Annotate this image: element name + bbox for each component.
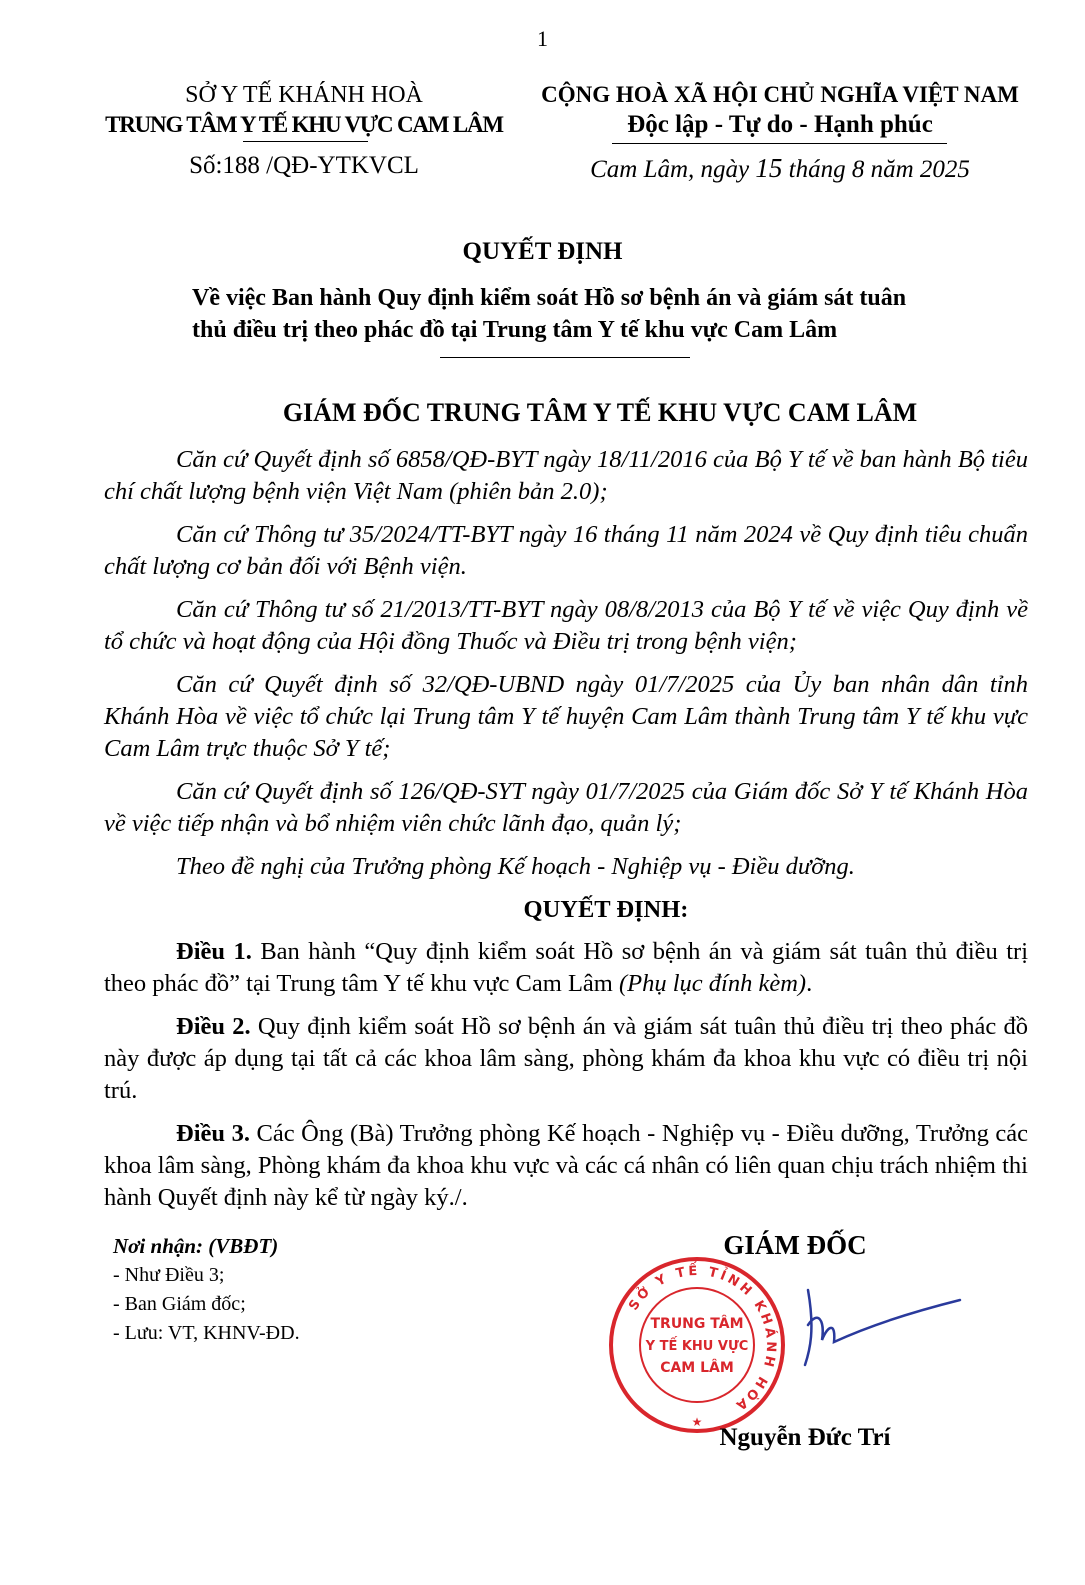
national-title: CỘNG HOÀ XÃ HỘI CHỦ NGHĨA VIỆT NAM: [541, 82, 1019, 107]
ground-2: Căn cứ Thông tư 35/2024/TT-BYT ngày 16 tháng 11 năm 2024 về Quy định tiêu chuẩn chất lượng cơ bản đối với Bệnh viện.: [104, 521, 1028, 580]
date-suffix: tháng 8 năm 2025: [782, 156, 970, 183]
document-body: [104, 444, 1028, 1225]
subject-rule: [440, 357, 690, 358]
date-day: 15: [755, 153, 783, 183]
date-prefix: Cam Lâm, ngày: [590, 156, 756, 183]
seal-ring-text: SỞ Y TẾ TỈNH KHÁNH HÒA: [626, 1263, 779, 1415]
article-1-label: Điều 1.: [176, 938, 252, 965]
ground-4: Căn cứ Quyết định số 32/QĐ-UBND ngày 01/7/2025 của Ủy ban nhân dân tỉnh Khánh Hòa về việc tổ chức lại Trung tâm Y tế huyện Cam Lâm thành Trung tâm Y tế khu vực Cam Lâm trực thuộc Sở Y tế;: [104, 671, 1028, 762]
motto-underline: [612, 143, 947, 144]
article-2-label: Điều 2.: [176, 1013, 251, 1040]
seal-line-1: TRUNG TÂM: [650, 1316, 744, 1332]
place-date: [520, 153, 1040, 184]
article-2-text: Quy định kiểm soát Hồ sơ bệnh án và giám sát tuân thủ điều trị theo phác đồ này được áp dụng tại tất cả các khoa lâm sàng, phòng khám đa khoa khu vực có điều trị nội trú.: [104, 1013, 1029, 1104]
decides-heading: QUYẾT ĐỊNH:: [523, 896, 689, 923]
recipient-item: - Ban Giám đốc;: [113, 1293, 246, 1315]
article-3: [104, 1118, 1028, 1214]
handwritten-signature: [770, 1270, 970, 1390]
agency-name: TRUNG TÂM Y TẾ KHU VỰC CAM LÂM: [105, 112, 503, 137]
ground-6: Theo đề nghị của Trưởng phòng Kế hoạch - Nghiệp vụ - Điều dưỡng.: [176, 853, 855, 880]
subject-line-1: Về việc Ban hành Quy định kiểm soát Hồ sơ bệnh án và giám sát tuân: [192, 285, 907, 311]
recipient-item: - Như Điều 3;: [113, 1264, 225, 1286]
recipient-item: - Lưu: VT, KHNV-ĐD.: [113, 1322, 300, 1344]
ground-5: Căn cứ Quyết định số 126/QĐ-SYT ngày 01/7/2025 của Giám đốc Sở Y tế Khánh Hòa về việc tiếp nhận và bổ nhiệm viên chức lãnh đạo, quản lý;: [104, 778, 1028, 837]
subject-line-2: thủ điều trị theo phác đồ tại Trung tâm Y tế khu vực Cam Lâm: [192, 317, 838, 343]
svg-text:★: ★: [691, 1415, 703, 1429]
ground-1: Căn cứ Quyết định số 6858/QĐ-BYT ngày 18/11/2016 của Bộ Y tế về ban hành Bộ tiêu chí chất lượng bệnh viện Việt Nam (phiên bản 2.0);: [104, 446, 1028, 505]
signer-name: Nguyễn Đức Trí: [719, 1424, 891, 1451]
seal-line-2: Y TẾ KHU VỰC: [645, 1339, 749, 1354]
recipients-block: [113, 1232, 300, 1348]
page-number: 1: [537, 26, 548, 51]
article-1: [104, 936, 1028, 1000]
ground-3: Căn cứ Thông tư số 21/2013/TT-BYT ngày 08/8/2013 của Bộ Y tế về việc Quy định về tổ chức và hoạt động của Hội đồng Thuốc và Điều trị trong bệnh viện;: [104, 596, 1028, 655]
article-2: [104, 1011, 1028, 1107]
document-type-title: QUYẾT ĐỊNH: [462, 238, 623, 265]
document-number: Số:188 /QĐ-YTKVCL: [189, 152, 419, 179]
seal-line-3: CAM LÂM: [660, 1360, 734, 1376]
article-1-note: (Phụ lục đính kèm): [618, 970, 807, 997]
official-seal: [606, 1254, 788, 1436]
national-motto: Độc lập - Tự do - Hạnh phúc: [627, 111, 933, 138]
article-1-text: Ban hành “Quy định kiểm soát Hồ sơ bệnh án và giám sát tuân thủ điều trị theo phác đồ” tại Trung tâm Y tế khu vực Cam Lâm: [104, 938, 1029, 997]
article-1-end: .: [806, 970, 813, 997]
department-name: SỞ Y TẾ KHÁNH HOÀ: [185, 82, 423, 108]
recipients-heading: Nơi nhận: (VBĐT): [113, 1234, 279, 1258]
signer-title: GIÁM ĐỐC: [723, 1230, 867, 1260]
agency-underline: [243, 141, 368, 142]
article-3-text: Các Ông (Bà) Trưởng phòng Kế hoạch - Nghiệp vụ - Điều dưỡng, Trưởng các khoa lâm sàng, Phòng khám đa khoa khu vực và các cá nhân có liên quan chịu trách nhiệm thi hành Quyết định này kể từ ngày ký./.: [104, 1120, 1029, 1211]
issuing-authority: GIÁM ĐỐC TRUNG TÂM Y TẾ KHU VỰC CAM LÂM: [282, 398, 918, 427]
document-subject: [192, 282, 1032, 346]
article-3-label: Điều 3.: [176, 1120, 250, 1147]
